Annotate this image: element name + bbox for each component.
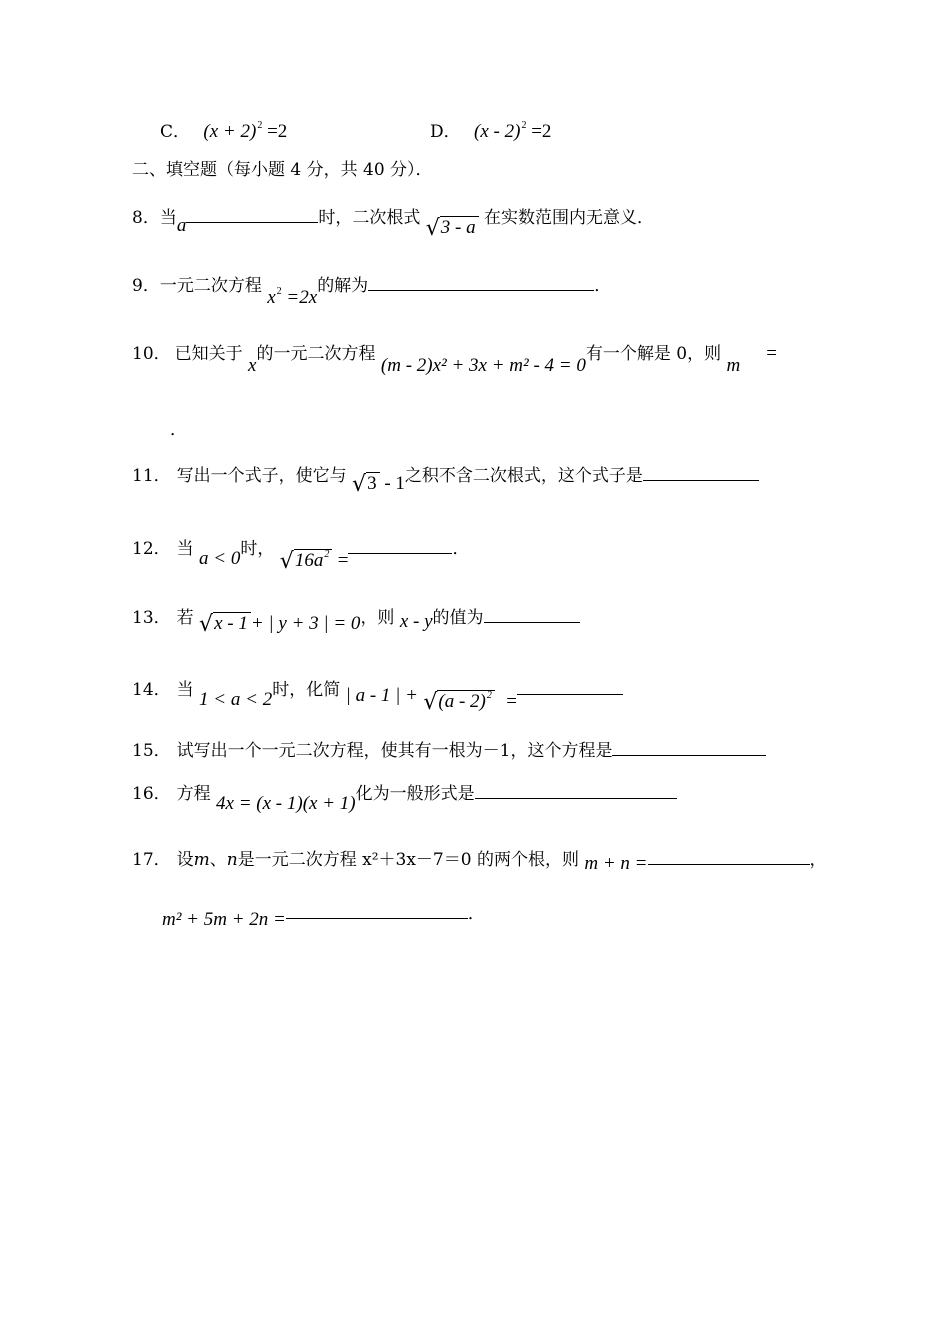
q15-answer-blank[interactable] <box>612 737 766 756</box>
section-title: 二、填空题（每小题 4 分，共 40 分）． <box>132 160 433 180</box>
option-d-label: D． <box>430 122 461 142</box>
q17-sum: m + n = <box>584 853 648 874</box>
q16-equation: 4x = (x - 1)(x + 1) <box>216 793 356 814</box>
option-d-expr: (x - 2)$^2$ =2 <box>474 120 552 142</box>
q10-equals: = <box>766 343 777 364</box>
q17-number: 17． <box>132 850 171 870</box>
question-16: 16． 方程 4x = (x - 1)(x + 1)化为一般形式是 <box>132 780 677 816</box>
q13-expr: x - y <box>399 611 433 632</box>
q17-sum-blank[interactable] <box>648 846 810 865</box>
q14-number: 14． <box>132 680 171 700</box>
question-8: 8．当a 时，二次根式 √3 - a 在实数范围内无意义． <box>132 204 654 241</box>
q10-equation: (m - 2)x² + 3x + m² - 4 = 0 <box>380 355 586 376</box>
q8-radical: √3 - a <box>426 216 479 241</box>
q15-number: 15． <box>132 741 171 761</box>
question-10: 10． 已知关于 x的一元二次方程 (m - 2)x² + 3x + m² - 4 = 0有一个解是 0，则 m= <box>132 343 777 376</box>
q14-condition: 1 < a < 2 <box>199 689 273 710</box>
q16-number: 16． <box>132 784 171 804</box>
q12-radical: $√16a^2$ <box>280 543 333 574</box>
question-17: 17． 设m、n是一元二次方程 x²＋3x－7＝0 的两个根，则 m + n = ， <box>132 846 827 876</box>
q12-number: 12． <box>132 539 171 559</box>
question-11: 11． 写出一个式子，使它与 √3 - 1之积不含二次根式，这个式子是 <box>132 462 759 497</box>
q16-answer-blank[interactable] <box>475 780 677 799</box>
q10-m: m <box>726 355 741 376</box>
q13-answer-blank[interactable] <box>484 604 580 623</box>
q13-equation: √x - 1 + | y + 3 | = 0 <box>199 612 361 637</box>
q11-number: 11． <box>132 466 171 486</box>
option-c <box>160 114 287 144</box>
q10-end-period: ． <box>170 420 187 440</box>
question-14: 14． 当 1 < a < 2时，化简 | a - 1 | + √(a - 2)$^2$ = <box>132 676 623 715</box>
question-15: 15． 试写出一个一元二次方程，使其有一根为－1，这个方程是 <box>132 737 766 763</box>
q13-number: 13． <box>132 608 171 628</box>
q9-number: 9． <box>132 276 160 296</box>
q8-answer-blank[interactable] <box>186 204 318 223</box>
q12-answer-blank[interactable] <box>348 535 452 554</box>
q17-expression: m² + 5m + 2n = <box>162 909 286 930</box>
question-17-line2: m² + 5m + 2n = ． <box>162 900 485 932</box>
q14-answer-blank[interactable] <box>517 676 623 695</box>
q14-radical: √(a - 2)$^2$ <box>423 684 495 715</box>
q9-answer-blank[interactable] <box>368 272 594 291</box>
q9-equation: $x^2 =2x$ <box>267 286 318 308</box>
q11-radical: √3 - 1 <box>352 472 405 497</box>
option-c-label: C． <box>160 122 191 142</box>
option-d <box>430 114 551 144</box>
q12-condition: a < 0 <box>199 548 241 569</box>
q10-number: 10． <box>132 344 171 364</box>
question-12: 12． 当 a < 0时， $√16a^2$ =． <box>132 535 469 574</box>
q11-answer-blank[interactable] <box>643 462 759 481</box>
q14-abs: | a - 1 | + <box>345 685 418 706</box>
question-9: 9．一元二次方程 $x^2 =2x$的解为 ． <box>132 272 611 310</box>
question-13: 13． 若 √x - 1 + | y + 3 | = 0，则 x - y的值为 <box>132 604 580 637</box>
q10-var: x <box>248 355 257 376</box>
q8-var: a <box>176 215 187 236</box>
option-c-expr: $(x + 2)^2 =2$ <box>203 120 288 142</box>
q8-number: 8． <box>132 208 160 228</box>
q17-expression-blank[interactable] <box>286 900 468 919</box>
